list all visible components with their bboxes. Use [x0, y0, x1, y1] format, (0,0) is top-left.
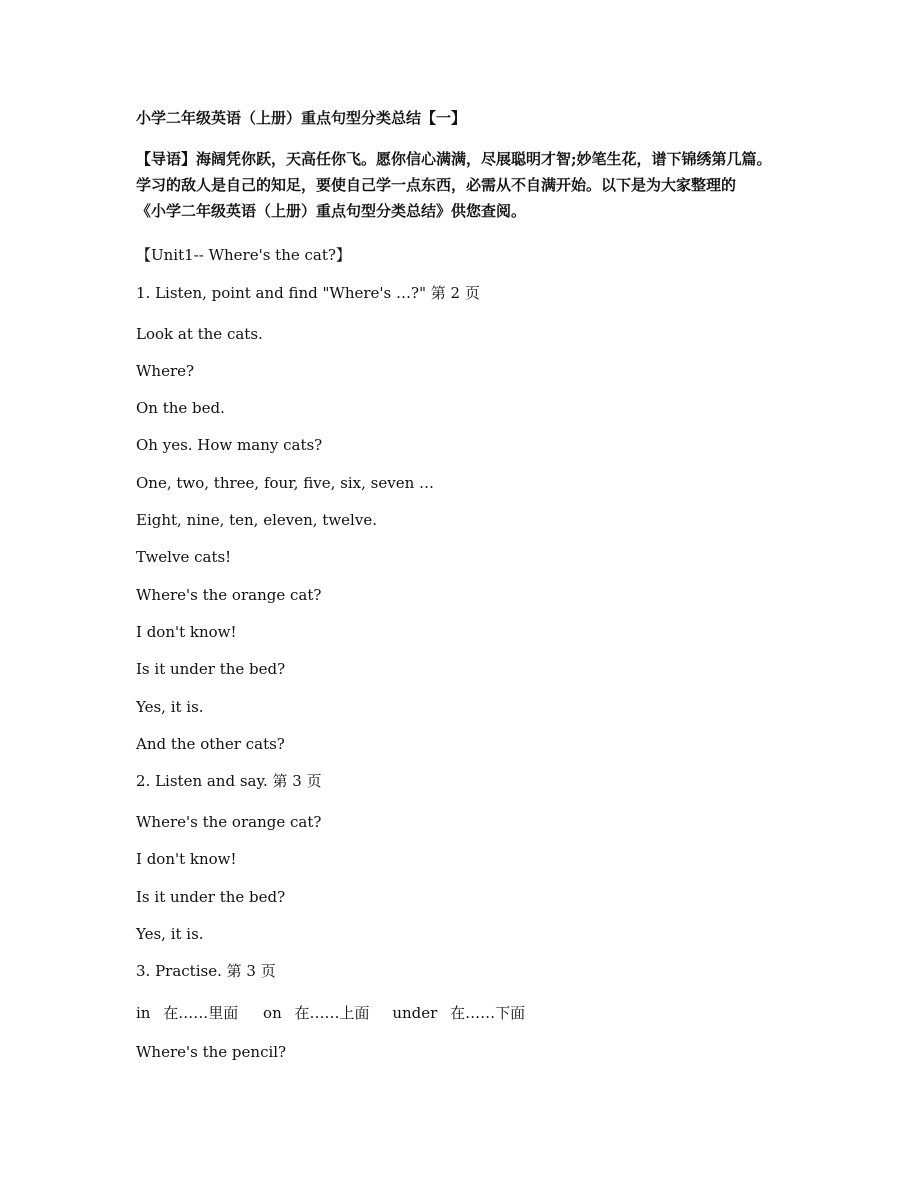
section2-line: I don't know! — [136, 850, 237, 868]
section1-line: Where? — [136, 362, 195, 380]
section1-line: Oh yes. How many cats? — [136, 436, 323, 454]
section1-line: Twelve cats! — [136, 548, 232, 566]
section1-line: One, two, three, four, five, six, seven … — [136, 474, 434, 492]
vocab-word-in: in — [136, 1004, 151, 1022]
section1-heading: 1. Listen, point and find "Where's …?" 第 2 页 — [136, 284, 480, 302]
section3-heading: 3. Practise. 第 3 页 — [136, 962, 276, 980]
section2-line: Where's the orange cat? — [136, 813, 322, 831]
section2-line: Yes, it is. — [136, 925, 204, 943]
section2-heading: 2. Listen and say. 第 3 页 — [136, 772, 322, 790]
unit-heading: 【Unit1-- Where's the cat?】 — [136, 246, 351, 264]
document-title: 小学二年级英语（上册）重点句型分类总结【一】 — [136, 109, 467, 127]
vocab-meaning-on: 在……上面 — [294, 1004, 370, 1022]
vocab-row — [136, 1003, 525, 1023]
section1-line: Yes, it is. — [136, 698, 204, 716]
section1-line: On the bed. — [136, 399, 225, 417]
vocab-meaning-in: 在……里面 — [163, 1004, 239, 1022]
section2-line: Is it under the bed? — [136, 888, 286, 906]
section3-line: Where's the pencil? — [136, 1043, 287, 1061]
section1-line: And the other cats? — [136, 735, 285, 753]
section1-line: Where's the orange cat? — [136, 586, 322, 604]
section1-line: Eight, nine, ten, eleven, twelve. — [136, 511, 377, 529]
vocab-word-on: on — [263, 1004, 282, 1022]
vocab-word-under: under — [392, 1004, 438, 1022]
vocab-meaning-under: 在……下面 — [450, 1004, 526, 1022]
section1-line: Is it under the bed? — [136, 660, 286, 678]
section1-line: I don't know! — [136, 623, 237, 641]
intro-line-2: 学习的敌人是自己的知足，要使自己学一点东西，必需从不自满开始。以下是为大家整理的 — [136, 176, 737, 194]
section1-line: Look at the cats. — [136, 325, 263, 343]
intro-line-1: 【导语】海阔凭你跃，天高任你飞。愿你信心满满，尽展聪明才智;妙笔生花，谱下锦绣第几篇。 — [136, 150, 772, 168]
intro-line-3: 《小学二年级英语（上册）重点句型分类总结》供您查阅。 — [136, 202, 527, 220]
